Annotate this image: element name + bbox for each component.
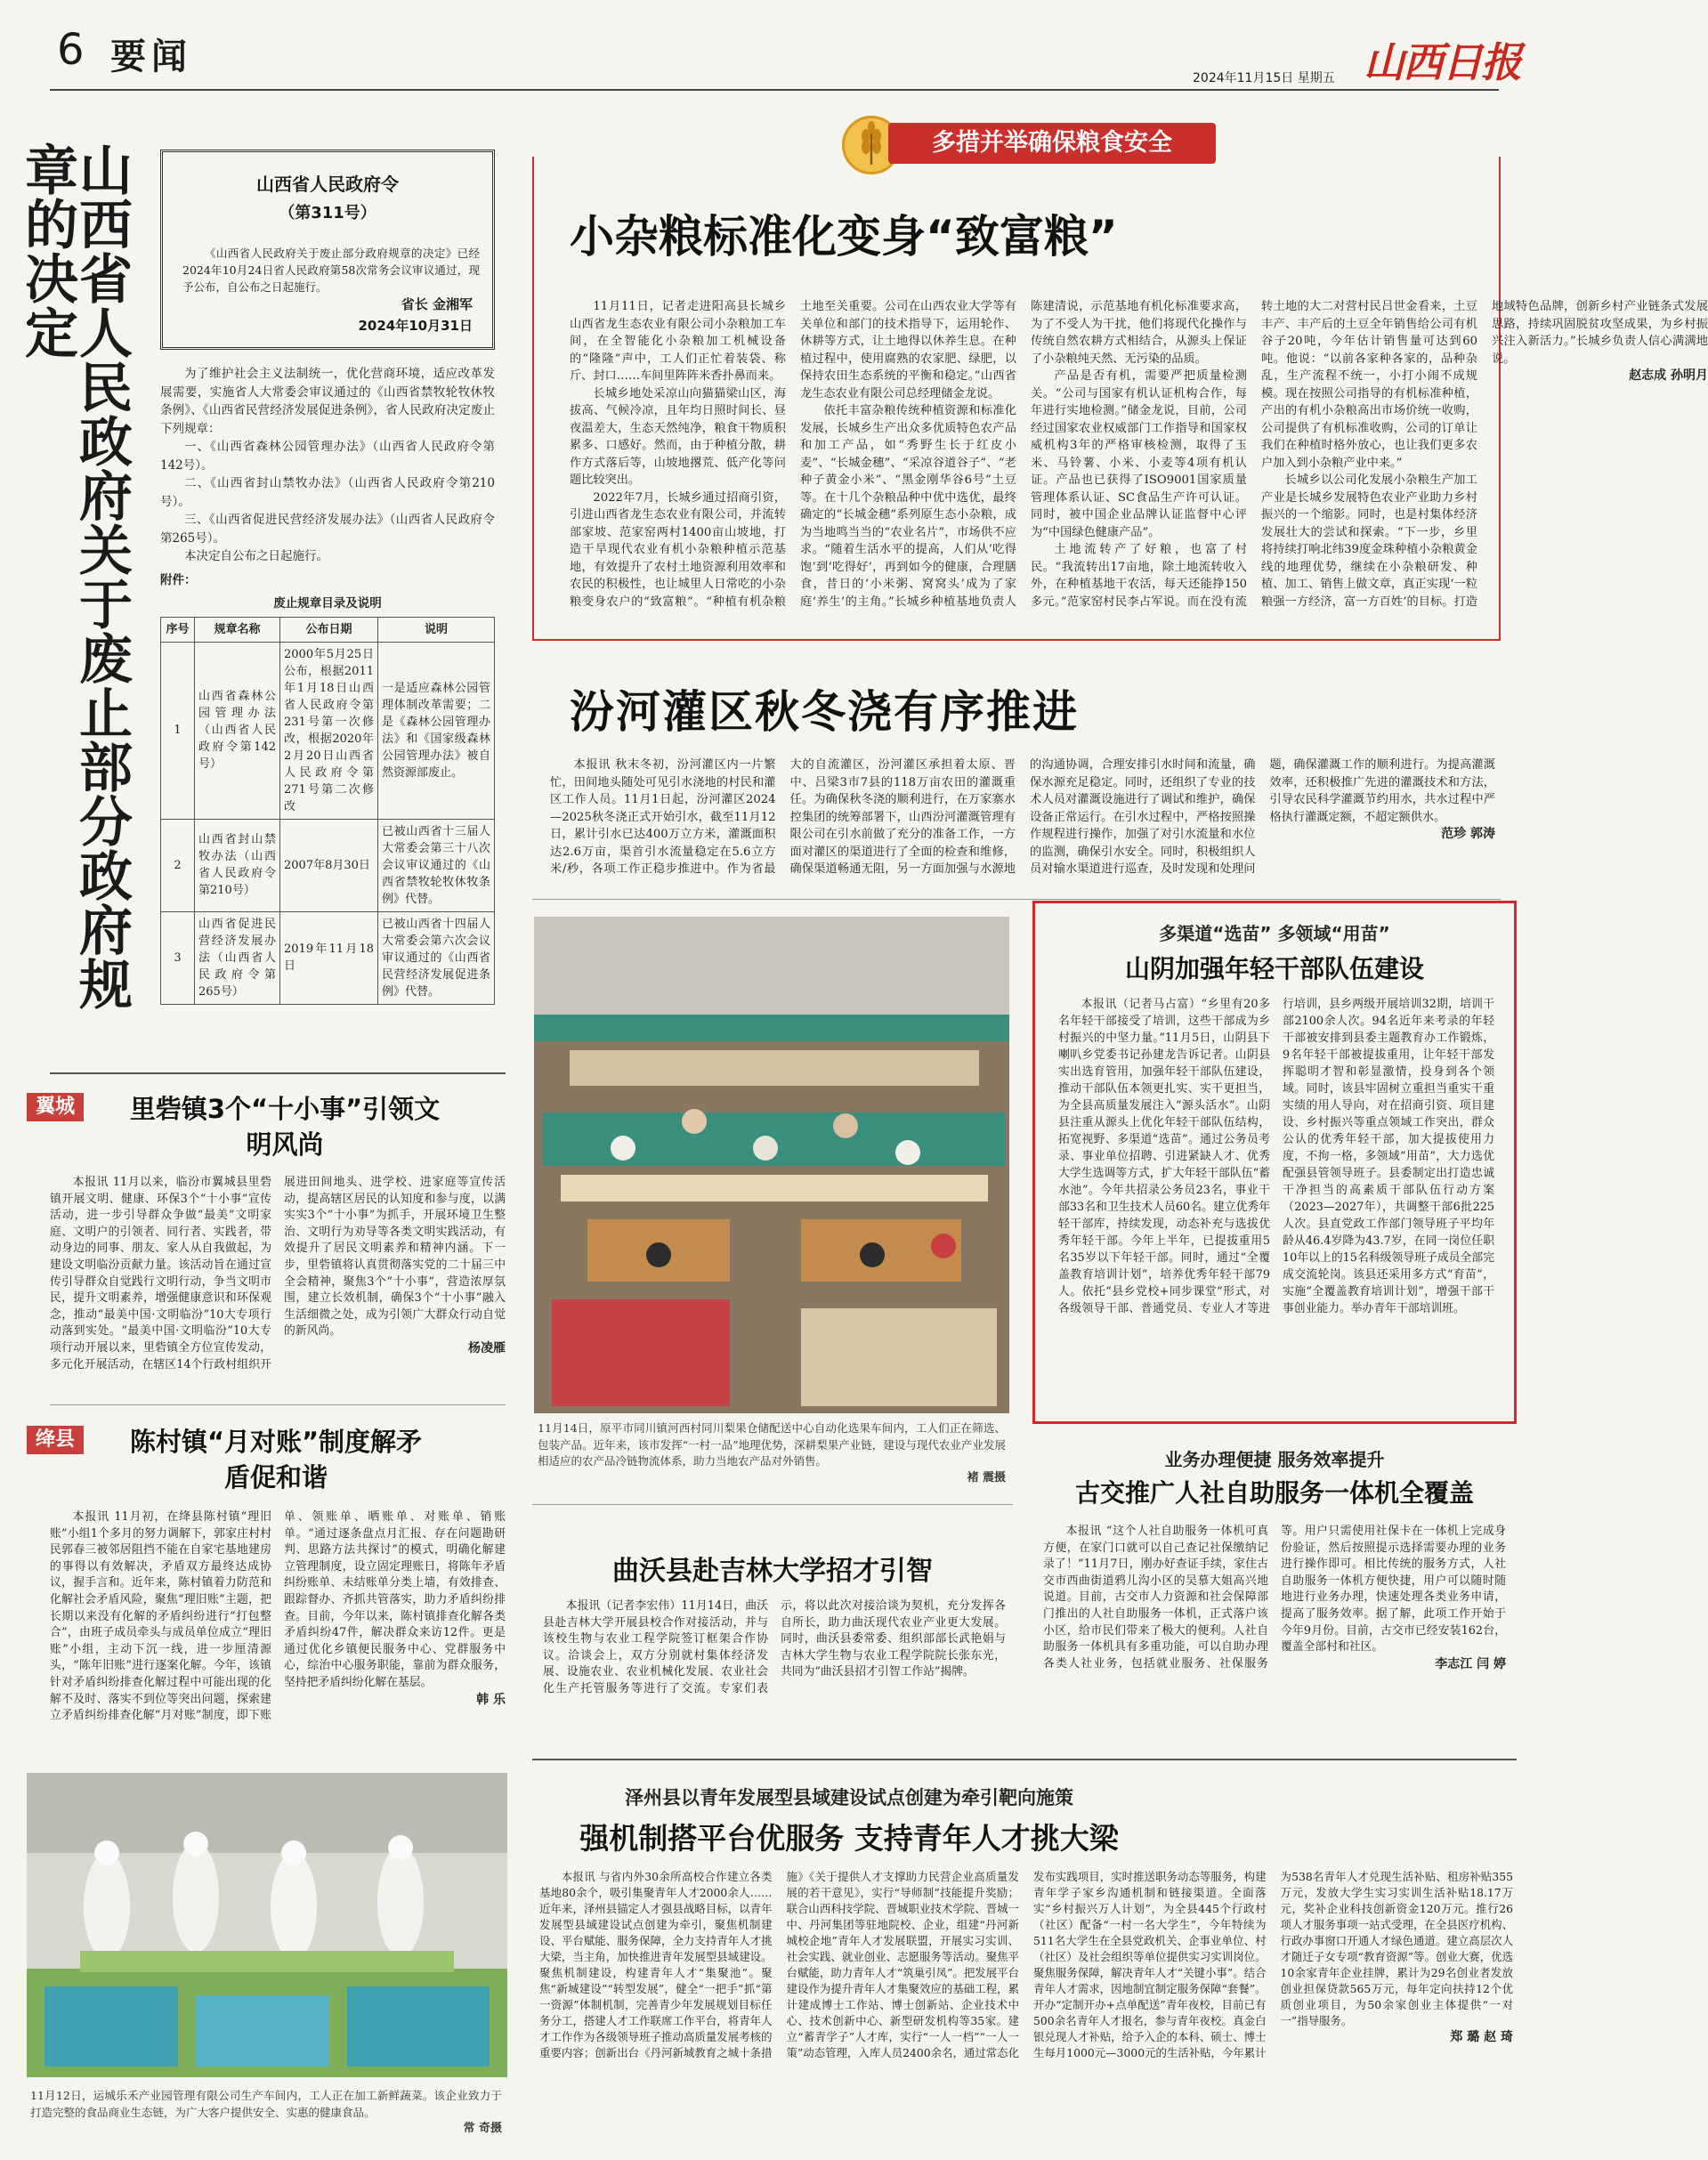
decree-divider [50,1072,506,1074]
table-cell: 3 [161,911,195,1004]
yicheng-body [50,1175,506,1397]
masthead [0,0,1535,86]
table-row [161,819,495,911]
section-name: 要闻 [110,36,192,77]
grain-title: 小杂粮标准化变身“致富粮” [570,211,1118,263]
yicheng-divider [50,1404,506,1405]
grain-para-4: 依托丰富杂粮传统种植资源和标准化发展，长城乡生产出众多优质特色农产品和加工产品，如“秀野生长于红皮小麦”、“长城金穗”、“采凉谷道谷子”、“老种子黄金小米”、“黑金刚华谷6号”土豆等。在十几个杂粮品种中优中选优，最终确定的“长城金穗”系列原生态小杂粮，成为当地鸣当当的“农业名片”，市场供不应求。“随着生活水平的提高，人们从‘吃得饱’到‘吃得好’，再到如今的健康，合理膳食，昔日的‘小米粥、窝窝头’成为了家庭‘养生’的主角。”长城乡种植基地负责人陈建清说，示范基地有机化标准要求高，为了不受人为干扰，他们将现代化操作与传统自然农耕方式相结合，从源头上保证了小杂粮纯天然、无污染的品质。 [800,300,1247,609]
vegetable-credit: 常 奇摄 [463,2122,502,2135]
table-header: 说明 [378,617,495,642]
table-cell: 1 [161,642,195,819]
fruit-sorting-caption [538,1420,1006,1486]
gujiao-text: 本报讯 “这个人社自助服务一体机可真方便，在家门口就可以自己查记社保缴纳记录了！”11月7日，刚办好查证手续，家住古交市西曲街道鸦儿沟小区的吴慕大姐高兴地说道。目前，古交市人力资源和社会保障部门推出的人社自助服务一体机，正式落户该小区，给市民们带来了极大的便利。人社自助服务一体机具有多重功能，可以自助办理各类人社业务，包括就业服务、社保服务等。用户只需使用社保卡在一体机上完成身份验证，然后按照提示选择需要办理的业务进行操作即可。相比传统的服务方式，人社自助服务一体机方便快捷，用户可以随时随地进行业务办理，快速处理各类业务申请，提高了服务效率。据了解，此项工作开始于今年9月份。目前，古交市已经安装162台，覆盖全部村和社区。 [1043,1525,1506,1671]
grain-body [570,298,1708,627]
table-cell: 山西省促进民营经济发展办法（山西省人民政府令第265号） [195,911,280,1004]
grain-para-6: 土地流转产了好粮，也富了村民。“我流转出17亩地，除土地流转收入外，在种植基地干农活，每天还能挣150多元。”范家窑村民李占军说。而在没有流转土地的大二对营村民吕世金看来，土豆丰产、丰产后的土豆全年销售给公司有机谷子20吨，今年估计销售量可达到60吨。他说：“以前各家种各家的，品种杂乱，生产流程不统一，小打小闹不成规模。现在按照公司指导的有机标准种植，产出的有机小杂粮高出市场价统一收购，公司提供了有机标准收购，公司的订单让我们在种植时格外放心，也让我们更多农户加入到小杂粮产业中来。” [1031,300,1477,609]
gujiao-byline: 李志江 闫 婷 [1435,1656,1506,1671]
decree-text [160,365,495,1005]
yicheng-byline: 杨凌雁 [468,1340,506,1355]
gujiao-body [1043,1524,1506,1746]
table-cell: 已被山西省十四届人大常委会第六次会议审议通过的《山西省民营经济发展促进条例》代替。 [378,911,495,1004]
table-row [161,911,495,1004]
gujiao-title: 古交推广人社自助服务一体机全覆盖 [1074,1478,1474,1508]
decree-box-title: 山西省人民政府令 [256,174,399,195]
decree-item-3: 三、《山西省促进民营经济发展办法》（山西省人民政府令第265号）。 [160,513,495,546]
table-cell: 2000年5月25日公布，根据2011年1月18日山西省人民政府令第231号第一次修改，根据2020年2月20日山西省人民政府令第271号第二次修改 [280,642,378,819]
fruit-sorting-photo [534,917,1009,1413]
decree-box-number: （第311号） [279,204,376,222]
irrigation-title: 汾河灌区秋冬浇有序推进 [570,686,1079,738]
decree-intro: 为了维护社会主义法制统一，优化营商环境，适应改革发展需要，实施省人大常委会审议通过的《山西省禁牧轮牧休牧条例》、《山西省民营经济发展促进条例》，省人民政府决定废止下列规章： [160,367,495,436]
decree-table-title: 废止规章目录及说明 [273,596,382,611]
shanyin-text: 本报讯（记者马占富）“乡里有20多名年轻干部接受了培训，这些干部成为乡村振兴的中坚力量。”11月5日，山阴县下喇叭乡党委书记孙建龙告诉记者。山阴县实出选育管用，加强年轻干部队伍建设，推动干部队伍本领更扎实、实干更担当，为全县高质量发展注入“源头活水”。山阴县注重从源头上优化年轻干部队伍结构，拓宽视野、多渠道“选苗”。通过公务员考录、事业单位招聘、引进紧缺人才、优秀大学生选调等方式，扩大年轻干部队伍“蓄水池”。今年共招录公务员23名，事业干部33名和卫生技术人员60名。建立优秀年轻干部库，持续发现，动态补充与选拔优秀年轻干部。今年上半年，已提拔重用5名35岁以下年轻干部。同时，通过“全覆盖教育培训计划”，培养优秀年轻干部79人。依托“县乡党校+同步课堂”形式，对各级领导干部、普通党员、专业人才等进行培训，县乡两级开展培训32期，培训干部2100余人次。94名近年来考录的年轻干部被安排到县委主题教育办工作锻炼，9名年轻干部被提拔重用，让年轻干部发挥聪明才智和彰显激情，投身到各个领域。同时，该县牢固树立重担当重实干重实绩的用人导向，对在招商引资、项目建设、乡村振兴等重点领域工作突出，群众公认的优秀年轻干部，加大提拔使用力度，不拘一格，多领域“用苗”，大力选优配强县管领导班子。县委制定出打造忠诚干净担当的高素质干部队伍行动方案（2023—2027年），共调整干部6批225人次。县直党政工作部门领导班子平均年龄从46.4岁降为43.7岁，在同一岗位任职10年以上的15名科级领导班子成员全部完成交流轮岗。该县还采用多方式“育苗”，实施“全覆盖教育培训计划”，增强干部干事创业能力。举办青年干部培训班。 [1058,998,1494,1315]
quwo-body [543,1598,1006,1741]
table-cell: 一是适应森林公园管理体制改革需要；二是《森林公园管理办法》和《国家级森林公园管理办法》被自然资源部废止。 [378,642,495,819]
grain-para-5: 产品是否有机，需要严把质量检测关。“公司与国家有机认证机构合作，每年进行实地检测。”储金龙说，目前，公司经过国家农业权威部门工作指导和国家权威机构3年的严格审核检测，取得了玉米、马铃薯、小米、小麦等4项有机认证。产品也已获得了ISO9001国家质量管理体系认证、SC食品生产许可认证。同时，被中国企业品牌认证监督中心评为“中国绿色健康产品”。 [1031,369,1247,539]
jiangxian-byline: 韩 乐 [476,1692,506,1707]
shanyin-title: 山阴加强年轻干部队伍建设 [1124,954,1424,983]
yicheng-tag: 翼城 [27,1093,84,1121]
zezhou-kicker: 泽州县以青年发展型县域建设试点创建为牵引靶向施策 [625,1787,1073,1808]
zezhou-body [539,1869,1513,2154]
decree-item-2: 二、《山西省封山禁牧办法》（山西省人民政府令第210号）。 [160,476,495,509]
table-cell: 2007年8月30日 [280,819,378,911]
quwo-title: 曲沃县赴吉林大学招才引智 [612,1556,933,1587]
banner-title: 多措并举确保粮食安全 [888,123,1216,164]
irrigation-text: 本报讯 秋末冬初，汾河灌区内一片繁忙，田间地头随处可见引水浇地的村民和灌区工作人员。11月1日起，汾河灌区2024—2025秋冬浇正式开始引水，截至11月12日，累计引水已达400万立方米，灌溉面积达2.6万亩，渠首引水流量稳定在5.6立方米/秒，各项工作正稳步推进中。作为省最大的自流灌区，汾河灌区承担着太原、晋中、吕梁3市7县的118万亩农田的灌溉重任。为确保秋冬浇的顺利进行，在万家寨水控集团的统筹部署下，山西汾河灌溉管理有限公司在引水前做了充分的准备工作，一方面对灌区的渠道进行了全面的检查和维修，确保渠道畅通无阻，另一方面加强与水源地的沟通协调，合理安排引水时间和流量，确保水源充足稳定。同时，还组织了专业的技术人员对灌溉设施进行了调试和维护，确保设备正常运行。在引水过程中，严格按照操作规程进行操作，加强了对引水流量和水位的监测，确保引水安全。同时，积极组织人员对输水渠道进行巡查，及时发现和处理问题，确保灌溉工作的顺利进行。为提高灌溉效率，还积极推广先进的灌溉技术和方法，引导农民科学灌溉节约用水，共水过程中严格执行灌溉定额，不超定额供水。 [550,758,1495,876]
decree-appendix-label: 附件： [160,572,197,587]
shanyin-body [1058,996,1494,1410]
yicheng-title: 里砦镇3个“十小事”引领文明风尚 [129,1094,441,1160]
table-header: 序号 [161,617,195,642]
vegetable-caption [30,2088,502,2138]
irrigation-body [550,756,1495,890]
decree-box [160,150,495,350]
fruit-sorting-photo-art [534,917,1009,1413]
decree-sign-date: 2024年10月31日 [358,318,473,334]
decree-box-body: 《山西省人民政府关于废止部分政府规章的决定》已经2024年10月24日省人民政府第58次常务会议审议通过，现予公布，自公布之日起施行。 [182,247,480,294]
table-cell: 山西省森林公园管理办法（山西省人民政府令第142号） [195,642,280,819]
decree-vertical-title: 山西省人民政府关于废止部分政府规章的决定 [16,142,133,1011]
grain-para-1: 11月11日，记者走进阳高县长城乡山西省龙生态农业有限公司小杂粮加工车间，在全智能化小杂粮加工机械设备的“隆隆”声中，工人们正忙着装袋、称斤、封口……车间里阵阵米香扑鼻而来。 [570,300,786,383]
appendix-table [160,617,495,1005]
vegetable-caption-text: 11月12日，运城乐禾产业园管理有限公司生产车间内，工人正在加工新鲜蔬菜。该企业致力于打造完整的食品商业生态链，为广大客户提供安全、实惠的健康食品。 [30,2089,502,2119]
decree-effective: 本决定自公布之日起施行。 [184,549,328,563]
issue-date: 2024年11月15日 星期五 [1193,71,1335,85]
fruit-sorting-credit: 褚 震摄 [967,1470,1006,1484]
zezhou-divider-top [532,1759,1517,1760]
irrigation-byline: 范珍 郭涛 [1441,827,1495,841]
jiangxian-body [50,1509,506,1750]
table-cell: 2 [161,819,195,911]
paper-logo: 山西日报 [1364,38,1520,86]
shanyin-kicker: 多渠道“选苗” 多领域“用苗” [1159,923,1390,944]
jiangxian-title: 陈村镇“月对账”制度解矛盾促和谐 [129,1427,423,1493]
shanyin-box [1032,901,1517,1424]
table-cell: 2019年11月18日 [280,911,378,1004]
table-cell: 已被山西省十三届人大常委会第三十八次会议审议通过的《山西省禁牧轮牧休牧条例》代替。 [378,819,495,911]
irrigation-divider [532,899,1501,900]
grain-byline: 赵志成 孙明月 [1629,368,1708,383]
vegetable-photo [27,1773,507,2077]
jiangxian-tag: 绛县 [27,1426,84,1454]
decree-item-1: 一、《山西省森林公园管理办法》（山西省人民政府令第142号）。 [160,440,495,473]
table-row [161,642,495,819]
vegetable-photo-art [27,1773,507,2077]
zezhou-text: 本报讯 与省内外30余所高校合作建立各类基地80余个，吸引集聚青年人才2000余人……近年来，泽州县锚定人才强县战略目标，以青年发展型县域建设试点创建为牵引，聚焦机制建设、平台赋能、服务保障，全力支持青年人才挑大梁，当主角，加快推进青年发展型县域建设。聚焦机制建设，构建青年人才“集聚池”。聚焦“新城建设”“转型发展”，健全“一把手”抓“第一资源”体制机制，完善青少年发展规划目标任务分工，搭建人才工作联席工作平台，将青年人才工作作为各级领导班子推动高质量发展考核的重要内容；创新出台《丹河新城教育之城十条措施》《关于提供人才支撑助力民营企业高质量发展的若干意见》，实行“导师制”技能提升奖励；联合山西科技学院、晋城职业技术学院、晋城一中、丹河集团等驻地院校、企业，组建“丹河新城校企地”青年人才发展联盟，开展实习实训、社会实践、就业创业、志愿服务等活动。聚焦平台赋能，助力青年人才“筑巢引凤”。把发展平台建设作为提升青年人才集聚效应的基础工程，累计建成博士工作站、博士创新站、企业技术中心、技术创新中心、新型研发机构等35家。建立“蓄青学子”人才库，实行“一人一档”“一人一策”动态管理，入库人员2400余名，通过常态化发布实践项目，实时推送职务动态等服务，构建青年学子家乡沟通机制和链接渠道。全面落实“乡村振兴万人计划”，为全县445个行政村（社区）配备“一村一名大学生”，今年特续为511名大学生在全县党政机关、企事业单位、村（社区）及社会组织等单位提供实习实训岗位。聚焦服务保障，解决青年人才“关键小事”。结合青年人才需求，因地制宜制定服务保障“套餐”。开办“定制开办+点单配送”青年夜校，目前已有500余名青年人才报名，参与青年夜校。真金白银兑现人才补贴，给予入企的本科、硕士、博士生每月1000元—3000元的生活补贴，今年累计为538名青年人才兑现生活补贴、租房补贴355万元，发放大学生实习实训生活补贴18.17万元，奖补企业科技创新资金120万元。推行26项人才服务事项一站式受理，在全县医疗机构、行政办事窗口开通人才绿色通道。建立高层次人才随迁子女专项“教育资源”等。创业大赛，优选10余家青年企业挂牌，累计为29名创业者发放创业担保贷款565万元，每年定向扶持12个优质创业项目，为50余家创业主体提供“一对一”指导服务。 [539,1870,1513,2059]
page-number: 6 [57,25,85,75]
decree-signer: 省长 金湘军 [401,296,473,312]
quwo-text: 本报讯（记者李宏伟）11月14日，曲沃县赴吉林大学开展县校合作对接活动，并与该校生物与农业工程学院签订框架合作协议。洽谈会上，双方分别就村集体经济发展、设施农业、农业机械化发展、农业社会化生产托管服务等进行了交流。专家们表示，将以此次对接洽谈为契机，充分发挥各自所长，助力曲沃现代农业产业更大发展。同时，曲沃县委常委、组织部部长武艳娟与吉林大学生物与农业工程学院院长张东光，共同为“曲沃县招才引智工作站”揭牌。 [543,1599,1006,1695]
jiangxian-text: 本报讯 11月初，在绛县陈村镇“理旧账”小组1个多月的努力调解下，郭家庄村村民郭春三被邻居阻挡不能在自家宅基地建房的事得以有效解决，矛盾双方最终达成协议，握手言和。近年来，陈村镇着力防范和化解社会矛盾风险，聚焦“理旧账”主题，把长期以来没有化解的矛盾纠纷进行“打包整合”，由班子成员牵头与成员单位成立“理旧账”小组，主动下沉一线，进一步厘清源头，“陈年旧账”进行逐案化解。今年，该镇针对矛盾纠纷排查化解过程中可能出现的化解不及时、落实不到位等突出问题，探索建立矛盾纠纷排查化解“月对账”制度，即下账单、领账单、晒账单、对账单、销账单。“通过逐条盘点月汇报、存在问题勘研判、思路方法共探讨”的模式，明确化解建立管理制度，设立固定理账日，将陈年矛盾纠纷账单、未结账单分类上墙，有效排查、跟踪督办、齐抓共管落实，助力矛盾纠纷排查。目前，今年以来，陈村镇排查化解各类矛盾纠纷47件，解决群众来访12件。更是通过优化乡镇便民服务中心、党群服务中心，综治中心服务职能，靠前为群众服务，坚持把矛盾纠纷化解在基层。 [50,1510,506,1723]
grain-para-2: 长城乡地处采凉山向猫猫梁山区，海拔高、气候冷凉，且年均日照时间长、昼夜温差大，生态天然纯净，粮食干物质积累多、口感好。然而，由于种植分散，耕作方式落后等，山坡地撂荒、低产化等问题比较突出。 [570,386,786,487]
quwo-divider-top [532,1504,1013,1505]
fruit-sorting-caption-text: 11月14日，原平市同川镇河西村同川梨果仓储配送中心自动化选果车间内，工人们正在筛选、包装产品。近年来，该市发挥“一村一品”地理优势，深耕梨果产业链，建设与现代农业产业发展相适应的农产品冷链物流体系，助力当地农产品对外销售。 [538,1421,1006,1468]
zezhou-title: 强机制搭平台优服务 支持青年人才挑大梁 [579,1821,1119,1856]
gujiao-kicker: 业务办理便捷 服务效率提升 [1164,1449,1385,1470]
masthead-rule [50,89,1499,91]
grain-para-3: 2022年7月，长城乡通过招商引资，引进山西省龙生态农业有限公司，并流转部家坡、范家窑两村1400亩山坡地，打造干旱现代农业有机小杂粮种植示范基地，有效提升了农村土地资源利用效率和农民的积极性，也让城里人日常吃的小杂粮变身农户的“致富粮”。“种植有机杂粮土地至关重要。公司在山西农业大学等有关单位和部门的技术指导下，运用轮作、休耕等方式，让土地得以休养生息。在种植过程中，使用腐熟的农家肥、绿肥，以保持农田生态系统的平衡和稳定。”山西省龙生态农业有限公司总经理储金龙说。 [570,300,1016,609]
table-header: 公布日期 [280,617,378,642]
table-cell: 山西省封山禁牧办法（山西省人民政府令第210号） [195,819,280,911]
grain-para-7: 长城乡以公司化发展小杂粮生产加工产业是长城乡发展特色农业产业助力乡村振兴的一个缩影。同时，也是村集体经济发展壮大的尝试和探索。“下一步，乡里将持续打响北纬39度金珠种植小杂粮黄金线的地理优势，继续在小杂粮研发、种植、加工、销售上做文章，真正实现‘一粒粮强一方经济，富一方百姓’的目标。打造地域特色品牌，创新乡村产业链条式发展思路，持续巩固脱贫攻坚成果，为乡村振兴注入新活力。”长城乡负责人信心满满地说。 [1261,300,1708,609]
yicheng-text: 本报讯 11月以来，临汾市翼城县里砦镇开展文明、健康、环保3个“十小事”宣传活动，进一步引导群众争做“最美”文明家庭、文明户的引领者、同行者、实践者，带动身边的同事、朋友、家人从自我做起，为建设文明临汾贡献力量。该活动旨在通过宣传引导群众自觉践行文明行动，争当文明市民，提升文明素养，增强健康意识和环保观念，推动“最美中国·文明临汾”10大专项行动落到实处。“最美中国·文明临汾”10大专项行动开展以来，里砦镇全方位宣传发动，多元化开展活动，在辖区14个行政村组织开展进田间地头、进学校、进家庭等宣传活动，提高辖区居民的认知度和参与度，以满实实3个“十小事”为抓手，开展环境卫生整治、文明行为劝导等各类文明实践活动，有效提升了居民文明素养和精神内涵。下一步，里砦镇将认真贯彻落实党的二十届三中全会精神，聚焦3个“十小事”，营造浓厚氛围，建立长效机制，确保3个“十小事”融入生活细微之处，成为引领广大群众行动自觉的新风尚。 [50,1176,506,1371]
table-header: 规章名称 [195,617,280,642]
zezhou-byline: 郑 璐 赵 琦 [1450,2030,1513,2044]
